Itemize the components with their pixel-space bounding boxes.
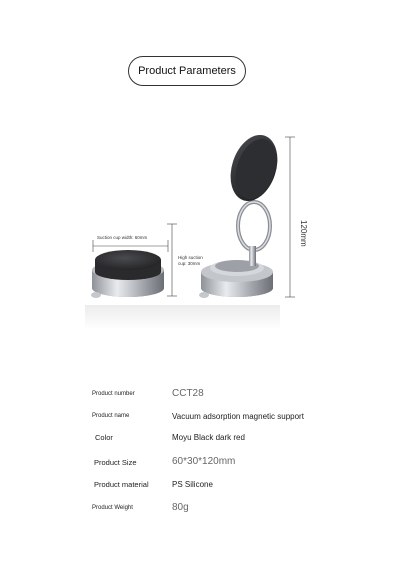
- product-figure: [0, 120, 400, 350]
- param-label: Product Weight: [92, 505, 133, 511]
- param-value: CCT28: [172, 388, 204, 399]
- param-value: PS Silicone: [172, 480, 213, 489]
- product-illustration: [0, 120, 400, 350]
- param-row-product-size: [0, 456, 400, 474]
- open-ring-magnetic-mount-icon: [199, 129, 285, 298]
- param-row-product-weight: [0, 502, 400, 520]
- param-label: Product Size: [94, 458, 137, 467]
- param-value: Moyu Black dark red: [172, 433, 245, 442]
- param-row-product-material: [0, 479, 400, 497]
- high-suction-cup-label-2: cup: 30mm: [178, 261, 201, 266]
- param-row-product-name: [0, 411, 400, 429]
- param-label: Product name: [92, 413, 130, 419]
- suction-cup-width-label: Suction cup width: 60mm: [97, 235, 148, 240]
- height-label: 120mm: [299, 220, 308, 247]
- page-title: Product Parameters: [138, 65, 236, 77]
- right-height-dimension: [285, 137, 295, 297]
- left-height-dimension: [167, 224, 177, 296]
- product-parameters-title: [128, 56, 246, 86]
- high-suction-cup-label-1: High suction: [178, 255, 203, 260]
- param-label: Product number: [92, 391, 135, 397]
- closed-magnetic-mount-icon: [91, 250, 164, 298]
- param-label: Product material: [94, 480, 149, 489]
- param-row-color: [0, 432, 400, 450]
- floor-reflection: [85, 305, 280, 330]
- param-label: Color: [95, 433, 113, 442]
- param-row-product-number: [0, 388, 400, 406]
- param-value: Vacuum adsorption magnetic support: [172, 412, 304, 421]
- param-value: 80g: [172, 502, 189, 513]
- param-value: 60*30*120mm: [172, 456, 236, 467]
